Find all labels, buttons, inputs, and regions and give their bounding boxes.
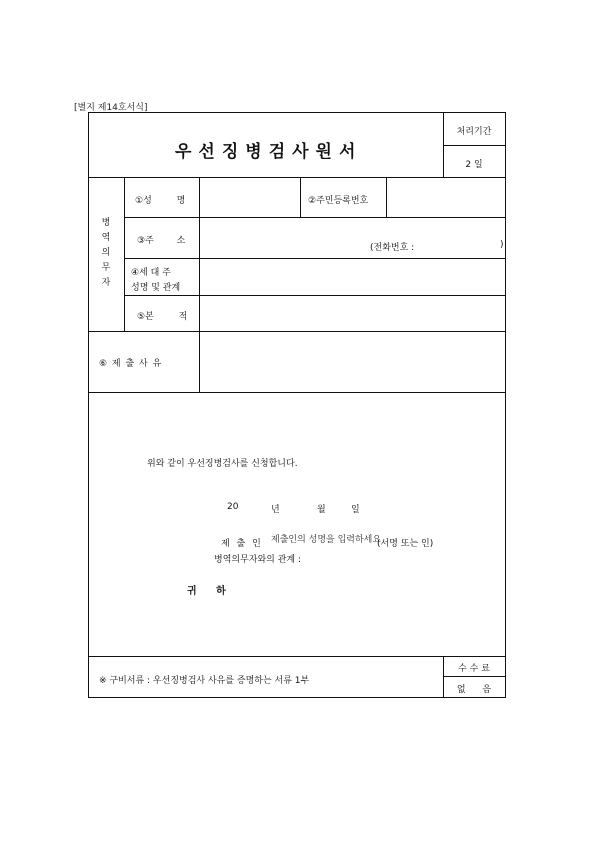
divider bbox=[386, 177, 387, 217]
signature-note: (서명 또는 인) bbox=[377, 539, 434, 549]
divider bbox=[124, 258, 505, 259]
required-documents-note: ※ 구비서류 : 우선징병검사 사유를 증명하는 서류 1부 bbox=[99, 676, 310, 686]
divider bbox=[124, 217, 505, 218]
phone-number-input[interactable] bbox=[426, 237, 498, 253]
phone-number-label: (전화번호 : bbox=[370, 243, 415, 253]
divider bbox=[443, 676, 505, 677]
divider bbox=[199, 177, 200, 392]
date-day-input[interactable] bbox=[331, 499, 349, 515]
householder-label-line2: 성명 및 관계 bbox=[131, 283, 181, 293]
divider bbox=[443, 145, 505, 146]
fee-value: 없 음 bbox=[456, 685, 492, 695]
submitter-name-input[interactable] bbox=[269, 532, 393, 548]
phone-number-close: ) bbox=[500, 240, 504, 250]
divider bbox=[124, 177, 125, 331]
form-number-label: [별지 제14호서식] bbox=[74, 103, 148, 113]
householder-input[interactable] bbox=[201, 260, 503, 294]
processing-period-value: 2 일 bbox=[465, 160, 483, 170]
date-year-unit: 년 bbox=[271, 505, 280, 515]
submission-reason-label: ⑥ 제 출 사 유 bbox=[99, 359, 163, 369]
processing-period-header: 처리기간 bbox=[456, 127, 492, 137]
divider bbox=[89, 392, 505, 393]
divider bbox=[124, 295, 505, 296]
divider bbox=[89, 177, 505, 178]
submitter-label: 제 출 인 bbox=[221, 539, 261, 549]
application-form bbox=[88, 112, 506, 698]
date-month-input[interactable] bbox=[285, 499, 313, 515]
householder-label-line1: ④세 대 주 bbox=[131, 268, 171, 278]
resident-registration-number-label: ②주민등록번호 bbox=[308, 196, 369, 206]
date-month-unit: 월 bbox=[317, 505, 326, 515]
recipient-label: 귀 하 bbox=[187, 586, 234, 597]
military-duty-person-label: 병역의무자 bbox=[101, 218, 111, 288]
submission-reason-input[interactable] bbox=[201, 334, 503, 390]
relation-label: 병역의무자와의 관계 : bbox=[214, 555, 302, 565]
divider bbox=[89, 331, 505, 332]
name-label: ①성 명 bbox=[135, 196, 186, 206]
date-day-unit: 일 bbox=[351, 505, 360, 515]
fee-header: 수 수 료 bbox=[458, 664, 490, 674]
domicile-label: ⑤본 적 bbox=[137, 312, 188, 322]
application-statement: 위와 같이 우선징병검사를 신청합니다. bbox=[147, 459, 298, 469]
date-year-input[interactable] bbox=[225, 499, 253, 515]
form-title: 우선징병검사원서 bbox=[175, 142, 363, 162]
resident-registration-number-input[interactable] bbox=[388, 179, 503, 216]
domicile-input[interactable] bbox=[201, 297, 503, 330]
address-input[interactable] bbox=[201, 219, 503, 239]
relation-input[interactable] bbox=[309, 548, 429, 564]
address-label: ③주 소 bbox=[137, 236, 186, 246]
